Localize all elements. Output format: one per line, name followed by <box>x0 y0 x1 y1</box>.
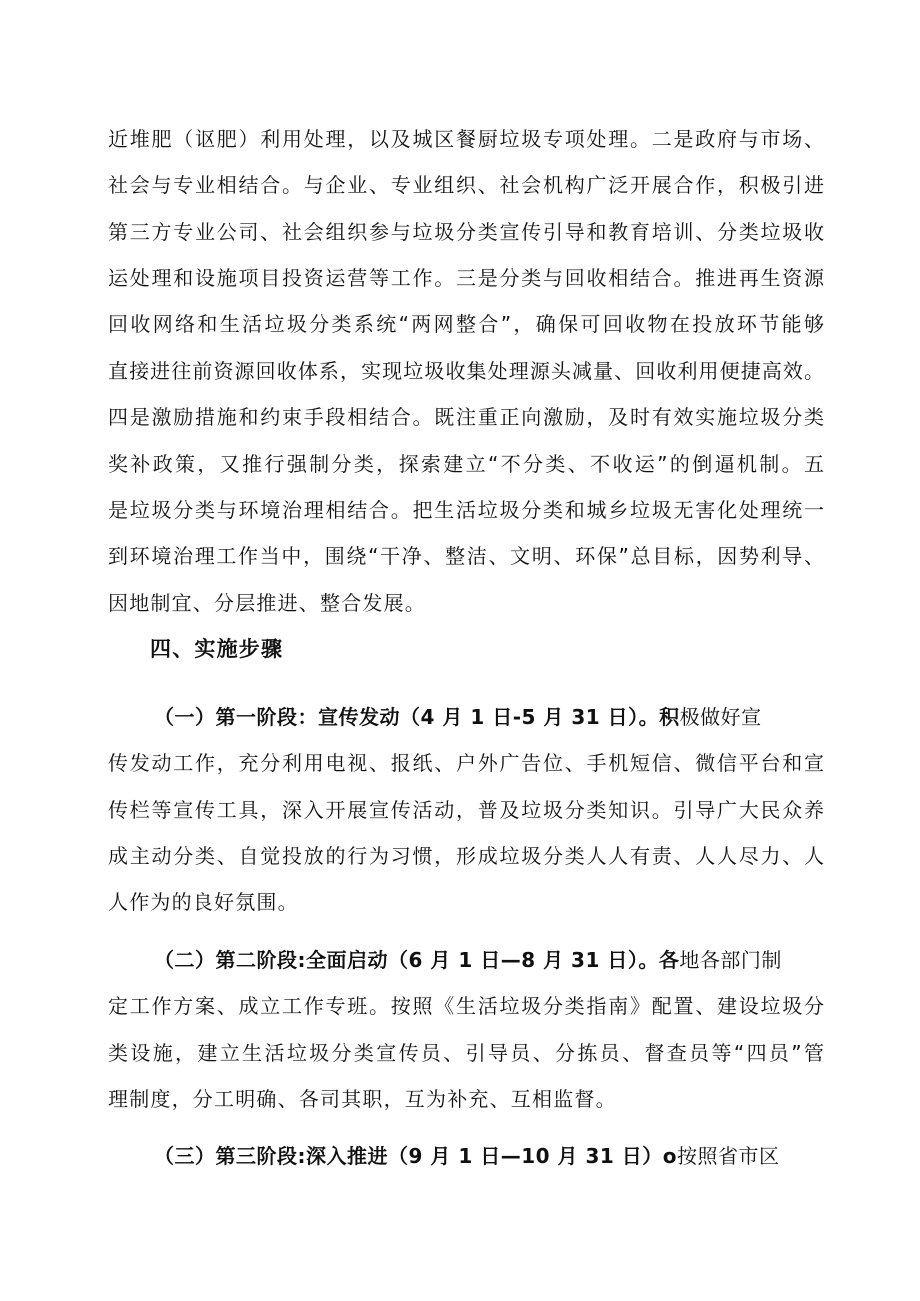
paragraph-line: 社会与专业相结合。与企业、专业组织、社会机构广泛开展合作，积极引进 <box>108 173 824 197</box>
paragraph-line: 人作为的良好氛围。 <box>108 890 299 914</box>
paragraph-line: 理制度，分工明确、各司其职，互为补充、互相监督。 <box>108 1087 617 1111</box>
stage-1-first-line <box>154 703 824 731</box>
paragraph-line: 到环境治理工作当中，围绕“干净、整洁、文明、环保”总目标，因势利导、 <box>108 544 824 568</box>
paragraph-line: 类设施，建立生活垃圾分类宣传员、引导员、分拣员、督查员等“四员”管 <box>108 1041 824 1065</box>
paragraph-line: 传发动工作，充分利用电视、报纸、户外广告位、手机短信、微信平台和宣 <box>108 751 824 775</box>
paragraph-line: 运处理和设施项目投资运营等工作。三是分类与回收相结合。推进再生资源 <box>108 266 824 290</box>
paragraph-line: 定工作方案、成立工作专班。按照《生活垃圾分类指南》配置、建设垃圾分 <box>108 994 824 1018</box>
stage-3-title: （三）第三阶段:深入推进（9 月 1 日—10 月 31 日）o <box>154 1144 678 1168</box>
paragraph-line: 四是激励措施和约束手段相结合。既注重正向激励，及时有效实施垃圾分类 <box>108 405 824 429</box>
stage-2-first-line <box>154 946 824 974</box>
stage-2-text: 地各部门制 <box>679 948 782 972</box>
paragraph-line: 直接进往前资源回收体系，实现垃圾收集处理源头减量、回收利用便捷高效。 <box>108 359 824 383</box>
paragraph-line: 因地制宜、分层推进、整合发展。 <box>108 591 426 615</box>
paragraph-line: 回收网络和生活垃圾分类系统“两网整合”，确保可回收物在投放环节能够 <box>108 312 824 336</box>
paragraph-line: 传栏等宣传工具，深入开展宣传活动，普及垃圾分类知识。引导广大民众养 <box>108 798 824 822</box>
stage-1-title: （一）第一阶段：宣传发动（4 月 1 日-5 月 31 日）。积 <box>154 705 680 729</box>
stage-2-title: （二）第二阶段:全面启动（6 月 1 日—8 月 31 日）。各 <box>154 948 680 972</box>
paragraph-line: 第三方专业公司、社会组织参与垃圾分类宣传引导和教育培训、分类垃圾收 <box>108 220 824 244</box>
paragraph-line: 奖补政策，又推行强制分类，探索建立“不分类、不收运”的倒逼机制。五 <box>108 452 824 476</box>
section-heading: 四、实施步骤 <box>150 637 284 661</box>
stage-3-first-line <box>154 1142 824 1170</box>
paragraph-line: 近堆肥（讴肥）利用处理，以及城区餐厨垃圾专项处理。二是政府与市场、 <box>108 127 824 151</box>
stage-1-text: 极做好宣 <box>679 705 762 729</box>
paragraph-line: 是垃圾分类与环境治理相结合。把生活垃圾分类和城乡垃圾无害化处理统一 <box>108 498 824 522</box>
stage-3-text: 按照省市区 <box>677 1144 780 1168</box>
paragraph-line: 成主动分类、自觉投放的行为习惯，形成垃圾分类人人有责、人人尽力、人 <box>108 844 824 868</box>
